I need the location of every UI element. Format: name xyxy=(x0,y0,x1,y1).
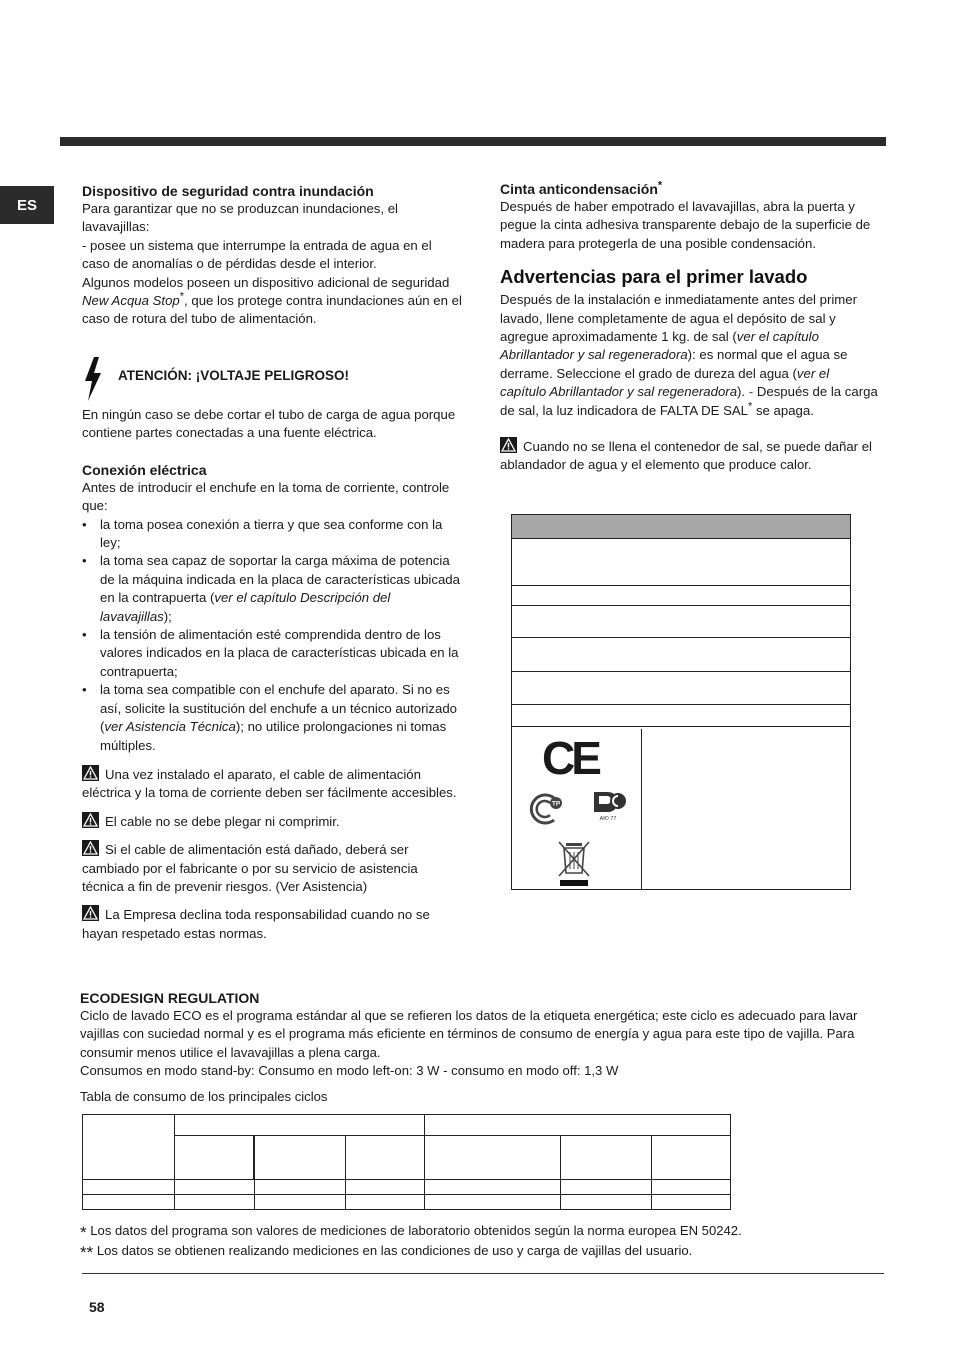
warning-icon xyxy=(82,840,99,856)
rst-label: АЮ 77 xyxy=(599,816,617,822)
asterisk: * xyxy=(657,179,663,192)
table-cell xyxy=(425,1180,561,1195)
footnote-1 xyxy=(80,1222,886,1242)
table-row xyxy=(512,672,850,705)
warning-4-text: La Empresa declina toda responsabilidad cuando no se hayan respetado estas normas. xyxy=(82,907,430,941)
gost-small-label: ТР xyxy=(551,800,561,808)
language-code: ES xyxy=(16,196,37,214)
fw-t4: Después de la carga de sal, la luz indicadora de FALTA DE SAL xyxy=(500,384,878,418)
table-row xyxy=(512,606,850,638)
fw-ref-1: ver el capítulo Abrillantador y sal regeneradora xyxy=(500,329,819,363)
table-cell xyxy=(652,1195,731,1210)
fw-t3: ). xyxy=(737,384,749,400)
footnotes xyxy=(80,1222,886,1263)
bullet-2-ref: ver el capítulo Descripción del lavavajillas xyxy=(100,590,391,624)
table-cell xyxy=(83,1115,175,1180)
warning-2 xyxy=(82,812,462,831)
lightning-bolt-icon xyxy=(82,357,104,401)
cinta-title-text: Cinta anticondensación xyxy=(500,181,658,197)
table-row xyxy=(512,539,850,586)
footer-rule xyxy=(82,1273,884,1274)
asterisk: * xyxy=(748,400,753,413)
flood-p2: - posee un sistema que interrumpe la entrada de agua en el caso de anomalías o de pérdidas desde el interior. xyxy=(82,237,432,272)
table-cell xyxy=(561,1136,652,1180)
cinta-title xyxy=(500,180,878,198)
electric-title: Conexión eléctrica xyxy=(82,461,207,478)
salt-warning xyxy=(500,437,878,475)
table-cell xyxy=(346,1195,425,1210)
left-column xyxy=(82,182,462,329)
bullet-4-ref: ver Asistencia Técnica xyxy=(104,719,236,735)
ecodesign-p1: Ciclo de lavado ECO es el programa estándar al que se refieren los datos de la etiqueta energética; este ciclo es adecuado para lavar vajillas con suciedad normal y es el programa más eficiente en términos de consumo de energía y agua para este tipo de vajilla. Para consumir menos utilice el lavavajillas a plena carga. xyxy=(80,1008,858,1060)
flood-p3-text: Algunos modelos poseen un dispositivo adicional de seguridad xyxy=(82,274,450,290)
product-data-table xyxy=(511,514,851,890)
footnote-1-mark: * xyxy=(80,1223,87,1242)
salt-warning-text: Cuando no se llena el contenedor de sal, se puede dañar el ablandador de agua y el elemento que produce calor. xyxy=(500,439,872,473)
logo-cell xyxy=(512,729,642,889)
warning-4 xyxy=(82,905,462,943)
table-header xyxy=(512,515,850,539)
warning-icon xyxy=(82,812,99,828)
danger-text: En ningún caso se debe cortar el tubo de carga de agua porque contiene partes conectadas a una fuente eléctrica. xyxy=(82,407,456,441)
table-cell xyxy=(346,1136,425,1180)
fw-t2: ): es normal que el agua se derrame. Seleccione el grado de dureza del agua ( xyxy=(500,347,848,381)
table-caption: Tabla de consumo de los principales ciclos xyxy=(80,1088,328,1104)
table-cell xyxy=(652,1180,731,1195)
bullet-1: • la toma posea conexión a tierra y que sea conforme con la ley; xyxy=(82,516,443,551)
bullet-2-text: la toma sea capaz de soportar la carga máxima de potencia de la máquina indicada en la placa de características ubicada en la contrapuerta ( xyxy=(100,553,460,606)
table-row xyxy=(512,586,850,606)
warning-icon xyxy=(82,765,99,781)
table-row xyxy=(512,638,850,672)
ecodesign-section xyxy=(80,989,886,1106)
first-wash-text xyxy=(500,291,878,420)
fw-ref-2: ver el capítulo Abrillantador y sal regeneradora xyxy=(500,365,830,400)
flood-p3-text-end: , que los protege contra inundaciones aún en el caso de rotura del tubo de alimentación. xyxy=(82,293,462,327)
bullet-4: • la toma sea compatible con el enchufe del aparato. Si no es así, solicite la sustitución del enchufe a un técnico autorizado (ver Asistencia Técnica); no utilice prolongaciones ni tomas múltiples. xyxy=(82,682,458,753)
bullet-3-text: la tensión de alimentación esté comprendida dentro de los valores indicados en la placa de características ubicada en la contrapuerta; xyxy=(100,627,459,679)
warning-icon xyxy=(82,905,99,921)
ce-mark: CE xyxy=(542,732,598,784)
eac-gost-logo xyxy=(526,792,566,826)
fw-t5: se apaga. xyxy=(752,402,814,418)
bullet-4-end: ); no utilice prolongaciones ni tomas múltiples. xyxy=(100,719,447,753)
table-cell xyxy=(175,1195,255,1210)
table-row xyxy=(512,705,850,727)
warning-3-text: Si el cable de alimentación está dañado, deberá ser cambiado por el fabricante o por su servicio de asistencia técnica a fin de prevenir riesgos. (Ver Asistencia) xyxy=(82,842,418,894)
bullet-4-text: la toma sea compatible con el enchufe del aparato. Si no es así, solicite la sustitución del enchufe a un técnico autorizado ( xyxy=(100,682,458,735)
bullet-2: • la toma sea capaz de soportar la carga máxima de potencia de la máquina indicada en la placa de características ubicada en la contrapuerta (ver el capítulo Descripción del lavavajillas); xyxy=(82,553,460,624)
table-cell xyxy=(254,1195,346,1210)
right-column xyxy=(500,180,878,475)
rst-logo xyxy=(590,788,630,822)
table-cell xyxy=(175,1115,425,1136)
new-acqua-stop: New Acqua Stop xyxy=(82,293,180,309)
table-cell xyxy=(425,1115,731,1136)
table-cell xyxy=(425,1136,561,1180)
warning-icon xyxy=(500,437,517,453)
table-row xyxy=(83,1195,731,1210)
electric-intro: Antes de introducir el enchufe en la toma de corriente, controle que: xyxy=(82,479,450,514)
cinta-text: Después de haber empotrado el lavavajillas, abra la puerta y pegue la cinta adhesiva transparente debajo de la superficie de madera para protegerla de una posible condensación. xyxy=(500,199,871,251)
bullet-3: • la tensión de alimentación esté comprendida dentro de los valores indicados en la placa de características ubicada en la contrapuerta; xyxy=(82,627,459,679)
table-cell xyxy=(346,1180,425,1195)
table-row xyxy=(83,1136,731,1180)
warning-3 xyxy=(82,840,462,896)
table-cell xyxy=(83,1180,175,1195)
fw-red-dash: - xyxy=(748,384,754,400)
danger-title: ATENCIÓN: ¡VOLTAJE PELIGROSO! xyxy=(118,368,350,383)
weee-bin-icon xyxy=(556,839,592,887)
first-wash-title: Advertencias para el primer lavado xyxy=(500,266,808,288)
flood-p1: Para garantizar que no se produzcan inundaciones, el lavavajillas: xyxy=(82,201,398,235)
warning-1-text: Una vez instalado el aparato, el cable de alimentación eléctrica y la toma de corriente deben ser fácilmente accesibles. xyxy=(82,766,457,801)
table-cell xyxy=(254,1136,346,1180)
footnote-2-text: Los datos se obtienen realizando mediciones en las condiciones de uso y carga de vajillas del usuario. xyxy=(93,1243,693,1259)
warning-1 xyxy=(82,765,462,803)
table-cell xyxy=(425,1195,561,1210)
footnote-2-mark: ** xyxy=(80,1243,94,1263)
table-row xyxy=(83,1180,731,1195)
ecodesign-p2: Consumos en modo stand-by: Consumo en modo left-on: 3 W - consumo en modo off: 1,3 W xyxy=(80,1063,619,1079)
consumption-table xyxy=(82,1114,731,1210)
language-tab xyxy=(0,186,54,224)
table-cell xyxy=(83,1195,175,1210)
table-cell xyxy=(652,1136,731,1180)
footnote-2 xyxy=(80,1242,886,1262)
flood-title: Dispositivo de seguridad contra inundación xyxy=(82,183,374,199)
ecodesign-title: ECODESIGN REGULATION xyxy=(80,990,260,1006)
bullet-1-text: la toma posea conexión a tierra y que sea conforme con la ley; xyxy=(100,516,443,551)
flood-p3 xyxy=(82,274,462,329)
bullet-2-end: ); xyxy=(163,608,172,624)
table-cell xyxy=(175,1136,255,1180)
table-row xyxy=(83,1115,731,1136)
table-cell xyxy=(561,1180,652,1195)
table-cell xyxy=(175,1180,255,1195)
top-rule xyxy=(60,137,886,146)
footnote-1-text: Los datos del programa son valores de mediciones de laboratorio obtenidos según la norma europea EN 50242. xyxy=(86,1223,742,1238)
fw-t1: Después de la instalación e inmediatamente antes del primer lavado, llene completamente de agua el depósito de sal y agregue aproximadamente 1 kg. de sal ( xyxy=(500,292,857,345)
asterisk: * xyxy=(179,290,185,303)
warning-2-text: El cable no se debe plegar ni comprimir. xyxy=(105,813,340,829)
left-column-2 xyxy=(82,406,462,943)
table-cell xyxy=(561,1195,652,1210)
page-number: 58 xyxy=(89,1299,105,1315)
table-cell xyxy=(254,1180,346,1195)
